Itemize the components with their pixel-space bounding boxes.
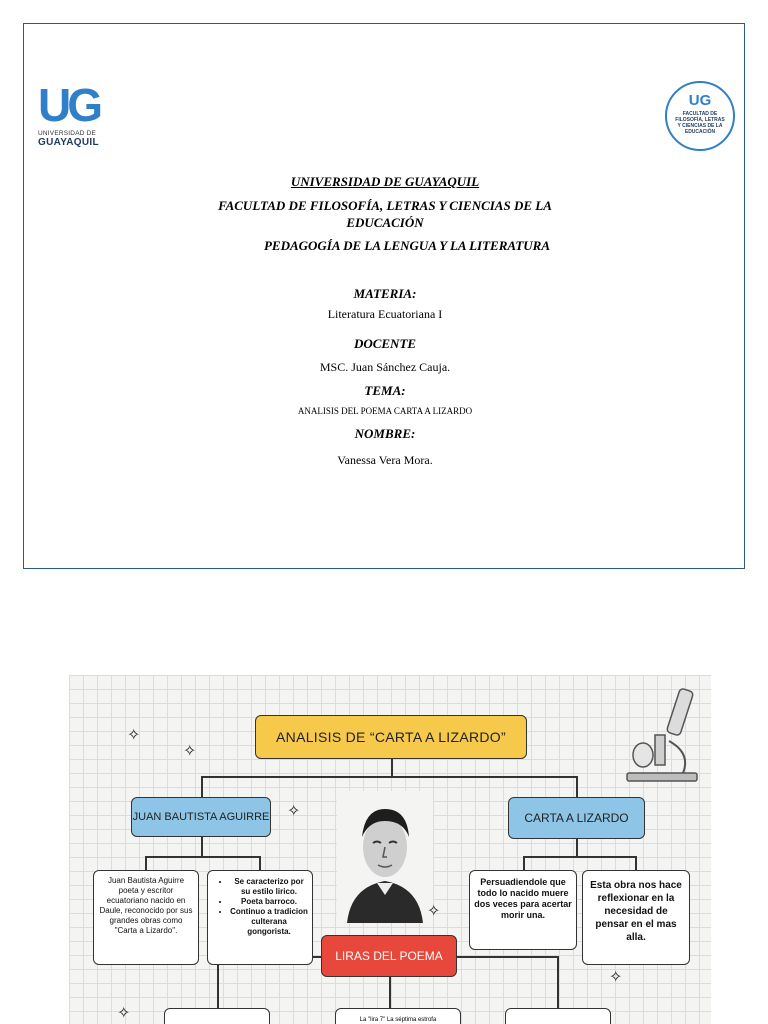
author-traits-box — [207, 870, 313, 965]
author-bio-box: Juan Bautista Aguirre poeta y escritor ecuatoriano nacido en Daule, reconocido por sus grandes obras como "Carta a Lizardo". — [93, 870, 199, 965]
sparkle-icon: ✧ — [127, 725, 141, 744]
lira-box-center: La "lira 7" La séptima estrofa — [335, 1008, 461, 1024]
connector — [557, 956, 559, 1008]
microscope-icon — [617, 683, 707, 793]
connector — [523, 856, 525, 870]
connector — [391, 759, 393, 777]
sparkle-icon: ✧ — [117, 1003, 131, 1022]
poem-idea-box: Persuadiendole que todo lo nacido muere dos veces para acertar morir una. — [469, 870, 577, 950]
faculty-line1: FACULTAD DE FILOSOFÍA, LETRAS Y CIENCIAS DE LA — [218, 198, 552, 213]
poem-node: CARTA A LIZARDO — [508, 797, 645, 839]
sparkle-icon: ✧ — [609, 967, 623, 986]
trait-item: • Se caracterizo por su estilo lirico. — [230, 877, 308, 897]
lira-box-left — [164, 1008, 270, 1024]
connector — [389, 977, 391, 1008]
connector — [523, 856, 637, 858]
materia-label: MATERIA: — [353, 286, 417, 301]
sparkle-icon: ✧ — [427, 901, 441, 920]
connector — [576, 839, 578, 857]
connector — [201, 837, 203, 857]
mind-map — [69, 675, 711, 1024]
docente-value: MSC. Juan Sánchez Cauja. — [319, 360, 451, 374]
sparkle-icon: ✧ — [183, 741, 197, 760]
connector — [145, 856, 261, 858]
connector — [145, 856, 147, 870]
tema-label: TEMA: — [364, 383, 406, 398]
nombre-label: NOMBRE: — [354, 426, 416, 441]
logo-letters: UG — [38, 79, 99, 131]
faculty-seal — [665, 81, 735, 151]
author-portrait — [337, 791, 433, 923]
cover-page — [23, 23, 745, 569]
connector — [576, 776, 578, 797]
materia-value: Literatura Ecuatoriana I — [327, 307, 443, 321]
connector — [201, 776, 577, 778]
tema-value: ANALISIS DEL POEMA CARTA A LIZARDO — [297, 406, 473, 416]
university-logo — [38, 79, 118, 152]
mindmap-title: ANALISIS DE “CARTA A LIZARDO” — [255, 715, 527, 759]
author-node: JUAN BAUTISTA AGUIRRE — [131, 797, 271, 837]
career-name: PEDAGOGÍA DE LA LENGUA Y LA LITERATURA — [263, 238, 551, 253]
connector — [201, 776, 203, 797]
faculty-line2: EDUCACIÓN — [346, 215, 424, 230]
sparkle-icon: ✧ — [287, 801, 301, 820]
nombre-value: Vanessa Vera Mora. — [337, 453, 433, 467]
lira-box-right — [505, 1008, 611, 1024]
seal-letters: UG — [688, 92, 712, 109]
trait-item: • Continuo a tradicion culterana gongorista. — [230, 907, 308, 937]
connector — [635, 856, 637, 870]
university-name: UNIVERSIDAD DE GUAYAQUIL — [290, 174, 480, 189]
connector — [259, 856, 261, 870]
connector — [455, 956, 559, 958]
logo-line1: UNIVERSIDAD DE — [38, 130, 97, 137]
logo-line2: GUAYAQUIL — [38, 137, 99, 148]
liras-node: LIRAS DEL POEMA — [321, 935, 457, 977]
poem-reflection-box: Esta obra nos hace reflexionar en la necesidad de pensar en el mas alla. — [582, 870, 690, 965]
seal-text: FACULTAD DE FILOSOFÍA, LETRAS Y CIENCIAS DE LA EDUCACIÓN — [675, 111, 725, 135]
docente-label: DOCENTE — [353, 336, 417, 351]
trait-item: • Poeta barroco. — [230, 897, 308, 907]
